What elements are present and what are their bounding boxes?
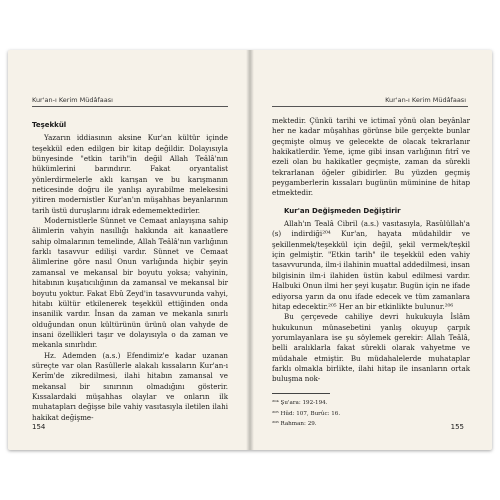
- header-rule: [32, 106, 228, 107]
- paragraph: Yazarın iddiasının aksine Kur'an kültür içinde teşekkül eden edilgen bir kitap değildir. Dolayısıyla bünyesinde "etkin tarih"in değil Allah Teâlâ'nın hükümlerini barındırır. Fakat oryantalist yönlerdirmelerle aklı karışan ve bu karışmanın neticesinde doğru ile yanlışı ayırabilme melekesini yitiren modernistler Kur'an'ın müşahhas beyanlarının tarih üstü duruşlarını idrak edememektedirler.: [32, 133, 228, 215]
- footnotes: [272, 398, 470, 430]
- header-rule: [272, 106, 468, 107]
- running-head: Kur'an-ı Kerim Müdâfaası: [32, 96, 113, 104]
- page-body: [32, 120, 228, 423]
- paragraph: mektedir. Çünkü tarihi ve ictimaî yönü olan beyânlar her ne kadar müşahhas görünse bile gerçekte bunlar geçmişte olmuş ve gelecekte de olacak tekrarlanır hakikatlerdir. Yeme, içme gibi insan varlığının fıtrî ve ezeli olan bu hakikatler geçmişte, zaman da sürekli tekrarlanan öğeler gibidirler. Bu yüzden geçmiş peygamberlerin kıssaları bugünün müminine de hitap etmektedir.: [272, 116, 470, 198]
- paragraph: Allah'ın Tealâ Cibril (a.s.) vasıtasıyla, Rasûlüllah'a (s) indirdiği²⁰⁴ Kur'an, hayata müdahildir ve şekillenmek/teşekkül için değil, şekil vermek/teşkil için gelmiştir. "Etkin tarih" ile teşekkül eden vahiy tasavvurunda, ilm-i ilahinin muattal addedilmesi, insan bilgisinin ilm-i ilahiden üstün kabul edilmesi vardır. Halbuki Onun ilmi her şeyi kuşatır. Bugün için ne ifade ediyorsa yarın da onu ifade edecek ve tüm zamanlara hitap edecektir.²⁰⁵ Her an bir etkinlikte bulunur.²⁰⁶: [272, 219, 470, 311]
- paragraph: Hz. Ademden (a.s.) Efendimiz'e kadar uzanan süreçte var olan Rasûllerle alakalı kıssaların Kur'an-ı Kerîm'de zikredilmesi, ilahi hitabın zamansal ve mekansal bir sınırının olmadığını gösterir. Kıssalardaki müşahhas olaylar ve onların ilk muhatapları değişse bile vahiy vasıtasıyla iletilen ilahi hakikat değişme-: [32, 350, 228, 422]
- book-gutter: [246, 50, 254, 450]
- footnote: ²⁰⁴ Şu'ara: 192-194.: [272, 400, 328, 406]
- book-spread: [8, 50, 492, 450]
- footnote-rule: [272, 393, 330, 394]
- footnote: ²⁰⁵ Hûd: 107, Burûc: 16.: [272, 410, 341, 417]
- section-title: Kur'an Değişmeden Değiştirir: [284, 206, 401, 215]
- footnote: ²⁰⁶ Rahman: 29.: [272, 421, 317, 427]
- left-page: [8, 50, 246, 450]
- section-title: Teşekkül: [32, 121, 67, 129]
- paragraph: Bu çerçevede cahiliye devri hukukuyla İslâm hukukunun münasebetini yanlış okuyup çarpık yorumlayanlara ise şu söylemek gerekir: Allah Teâlâ, belli aralıklarla fakat sürekli olarak vahyetme ve müdahale etmiştir. Bu müdahalelerde muhataplar farklı olmakla birlikte, ilahi hitap ile insanların ortak buluşma nok-: [272, 312, 470, 384]
- page-number: 154: [32, 423, 46, 431]
- running-head: Kur'an-ı Kerim Müdâfaası: [385, 96, 466, 104]
- paragraph: Modernistlerle Sünnet ve Cemaat anlayışına sahip âlimlerin vahyin nasıllığı hakkında ait kanaatlere sahip olmalarının temelinde, Allah Teâlâ'nın varlığının farklı tasavvur edilişi vardır. Sünnet ve Cemaat âlimlerine göre nasıl Onun varlığında hiçbir şeyin zamansal ve mekansal bir boyutu yoksa; vahyinin, hitabının kuşatıcılığının da zamansal ve mekansal bir boyutu yoktur. Fakat Ebû Zeyd'in tasavvurunda vahyi, hitabı kültür etkilenerek teşekkül ettiğinden onda insanilik vardır. İnsan da zaman ve mekanla sınırlı olduğundan onun kültürünün ürünü olan vahyde de insani özellikleri taşır ve dolayısıyla o da zaman ve mekanla sınırlıdır.: [32, 216, 228, 350]
- right-page: [254, 50, 492, 450]
- page-number: 155: [450, 423, 464, 431]
- page-body: [272, 116, 470, 385]
